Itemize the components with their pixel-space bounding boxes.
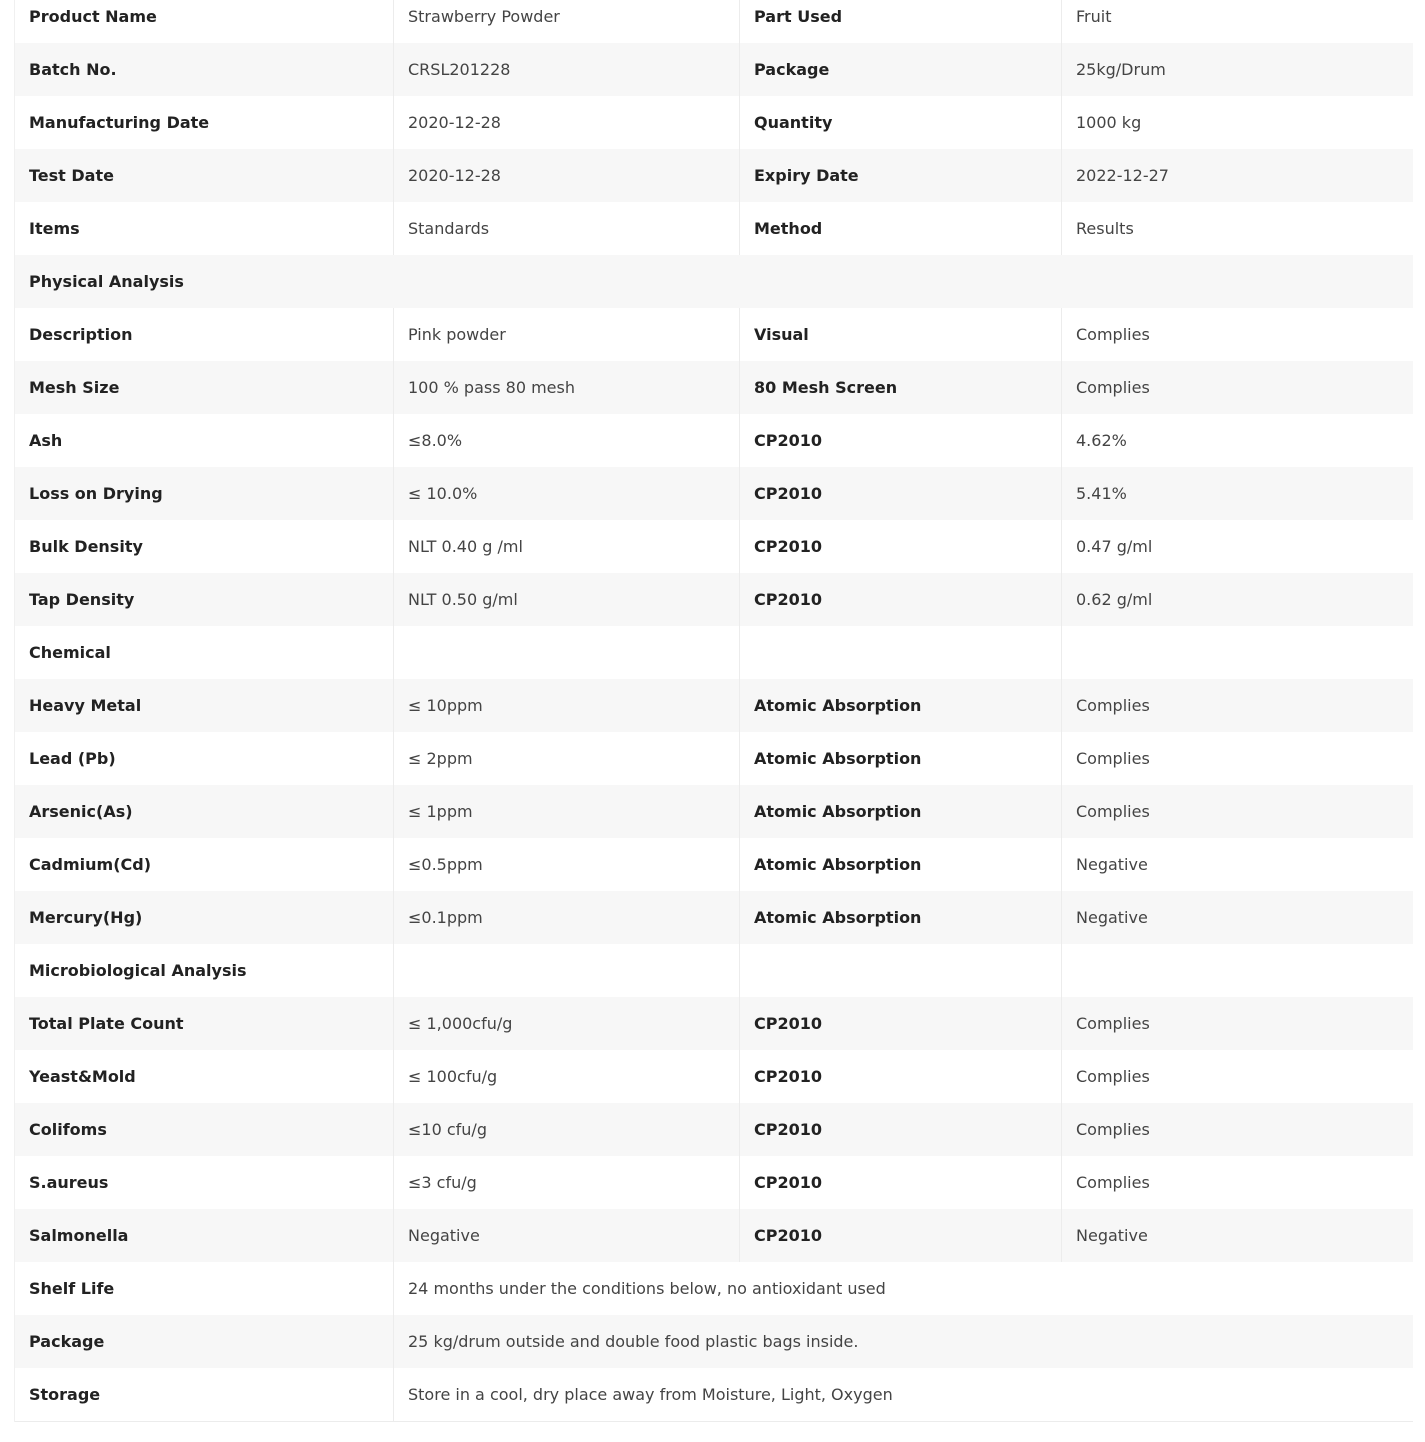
- method-label-cell: Visual: [740, 308, 1062, 361]
- row-label-cell: Package: [15, 1315, 394, 1368]
- table-row: [15, 1156, 1413, 1209]
- table-row: [15, 732, 1413, 785]
- method-label-cell: Atomic Absorption: [740, 785, 1062, 838]
- row-label-cell: Ash: [15, 414, 394, 467]
- table-row: [15, 573, 1413, 626]
- method-label-cell: CP2010: [740, 1209, 1062, 1262]
- result-value-cell: Complies: [1062, 308, 1413, 361]
- standard-value-cell: ≤ 1ppm: [394, 785, 740, 838]
- standard-value-cell: NLT 0.40 g /ml: [394, 520, 740, 573]
- table-row: [15, 944, 1413, 997]
- standard-value-cell: Pink powder: [394, 308, 740, 361]
- row-label-cell: Mercury(Hg): [15, 891, 394, 944]
- result-value-cell: 5.41%: [1062, 467, 1413, 520]
- method-label-cell: Atomic Absorption: [740, 838, 1062, 891]
- table-row: [15, 1315, 1413, 1368]
- standard-value-cell: CRSL201228: [394, 43, 740, 96]
- result-value-cell: Fruit: [1062, 0, 1413, 43]
- table-row: [15, 1368, 1413, 1421]
- row-label-cell: Manufacturing Date: [15, 96, 394, 149]
- result-value-cell: Complies: [1062, 679, 1413, 732]
- result-value-cell: 0.47 g/ml: [1062, 520, 1413, 573]
- table-row: [15, 520, 1413, 573]
- table-row: [15, 626, 1413, 679]
- standard-value-cell: 100 % pass 80 mesh: [394, 361, 740, 414]
- row-label-cell: Product Name: [15, 0, 394, 43]
- method-label-cell: Package: [740, 43, 1062, 96]
- section-heading-cell: Physical Analysis: [15, 255, 1413, 308]
- row-label-cell: Microbiological Analysis: [15, 944, 394, 997]
- standard-value-cell: [394, 626, 740, 679]
- table-row: [15, 0, 1413, 43]
- method-label-cell: CP2010: [740, 414, 1062, 467]
- row-label-cell: Shelf Life: [15, 1262, 394, 1315]
- spec-table-container: [14, 0, 1412, 1422]
- method-label-cell: CP2010: [740, 467, 1062, 520]
- result-value-cell: Results: [1062, 202, 1413, 255]
- method-label-cell: CP2010: [740, 997, 1062, 1050]
- standard-value-cell: ≤0.5ppm: [394, 838, 740, 891]
- row-label-cell: S.aureus: [15, 1156, 394, 1209]
- row-label-cell: Heavy Metal: [15, 679, 394, 732]
- method-label-cell: CP2010: [740, 1103, 1062, 1156]
- table-row: [15, 679, 1413, 732]
- standard-value-cell: ≤10 cfu/g: [394, 1103, 740, 1156]
- result-value-cell: Negative: [1062, 1209, 1413, 1262]
- standard-value-cell: ≤8.0%: [394, 414, 740, 467]
- row-label-cell: Description: [15, 308, 394, 361]
- standard-value-cell: 2020-12-28: [394, 96, 740, 149]
- row-label-cell: Colifoms: [15, 1103, 394, 1156]
- table-row: [15, 149, 1413, 202]
- standard-value-cell: Standards: [394, 202, 740, 255]
- result-value-cell: Negative: [1062, 891, 1413, 944]
- method-label-cell: Quantity: [740, 96, 1062, 149]
- row-label-cell: Arsenic(As): [15, 785, 394, 838]
- standard-value-cell: ≤ 100cfu/g: [394, 1050, 740, 1103]
- result-value-cell: Complies: [1062, 785, 1413, 838]
- specification-table-body: [15, 0, 1413, 1421]
- row-label-cell: Yeast&Mold: [15, 1050, 394, 1103]
- standard-value-cell: [394, 944, 740, 997]
- table-row: [15, 255, 1413, 308]
- table-row: [15, 1262, 1413, 1315]
- method-label-cell: Atomic Absorption: [740, 679, 1062, 732]
- result-value-cell: 1000 kg: [1062, 96, 1413, 149]
- method-label-cell: CP2010: [740, 520, 1062, 573]
- method-label-cell: CP2010: [740, 1050, 1062, 1103]
- result-value-cell: Complies: [1062, 997, 1413, 1050]
- row-label-cell: Mesh Size: [15, 361, 394, 414]
- method-label-cell: [740, 626, 1062, 679]
- method-label-cell: [740, 944, 1062, 997]
- table-row: [15, 1050, 1413, 1103]
- result-value-cell: 0.62 g/ml: [1062, 573, 1413, 626]
- table-row: [15, 838, 1413, 891]
- row-label-cell: Salmonella: [15, 1209, 394, 1262]
- method-label-cell: Expiry Date: [740, 149, 1062, 202]
- table-row: [15, 96, 1413, 149]
- standard-value-cell: ≤ 2ppm: [394, 732, 740, 785]
- standard-value-cell: Strawberry Powder: [394, 0, 740, 43]
- result-value-cell: 4.62%: [1062, 414, 1413, 467]
- table-row: [15, 997, 1413, 1050]
- table-row: [15, 43, 1413, 96]
- row-value-cell: Store in a cool, dry place away from Moisture, Light, Oxygen: [394, 1368, 1413, 1421]
- row-label-cell: Cadmium(Cd): [15, 838, 394, 891]
- row-value-cell: 24 months under the conditions below, no antioxidant used: [394, 1262, 1413, 1315]
- row-label-cell: Loss on Drying: [15, 467, 394, 520]
- result-value-cell: [1062, 626, 1413, 679]
- row-label-cell: Test Date: [15, 149, 394, 202]
- result-value-cell: Complies: [1062, 1156, 1413, 1209]
- row-label-cell: Lead (Pb): [15, 732, 394, 785]
- row-label-cell: Items: [15, 202, 394, 255]
- table-row: [15, 891, 1413, 944]
- table-row: [15, 308, 1413, 361]
- result-value-cell: 2022-12-27: [1062, 149, 1413, 202]
- table-row: [15, 202, 1413, 255]
- result-value-cell: Negative: [1062, 838, 1413, 891]
- table-row: [15, 1103, 1413, 1156]
- row-label-cell: Chemical: [15, 626, 394, 679]
- result-value-cell: 25kg/Drum: [1062, 43, 1413, 96]
- standard-value-cell: ≤ 10.0%: [394, 467, 740, 520]
- standard-value-cell: ≤ 10ppm: [394, 679, 740, 732]
- standard-value-cell: ≤3 cfu/g: [394, 1156, 740, 1209]
- standard-value-cell: 2020-12-28: [394, 149, 740, 202]
- method-label-cell: CP2010: [740, 573, 1062, 626]
- method-label-cell: Part Used: [740, 0, 1062, 43]
- result-value-cell: Complies: [1062, 361, 1413, 414]
- standard-value-cell: NLT 0.50 g/ml: [394, 573, 740, 626]
- method-label-cell: Atomic Absorption: [740, 732, 1062, 785]
- standard-value-cell: ≤0.1ppm: [394, 891, 740, 944]
- table-row: [15, 785, 1413, 838]
- row-label-cell: Batch No.: [15, 43, 394, 96]
- table-row: [15, 467, 1413, 520]
- result-value-cell: [1062, 944, 1413, 997]
- table-row: [15, 361, 1413, 414]
- table-row: [15, 1209, 1413, 1262]
- row-label-cell: Total Plate Count: [15, 997, 394, 1050]
- result-value-cell: Complies: [1062, 1050, 1413, 1103]
- method-label-cell: Method: [740, 202, 1062, 255]
- method-label-cell: CP2010: [740, 1156, 1062, 1209]
- row-value-cell: 25 kg/drum outside and double food plastic bags inside.: [394, 1315, 1413, 1368]
- row-label-cell: Bulk Density: [15, 520, 394, 573]
- specification-table: [14, 0, 1413, 1422]
- standard-value-cell: Negative: [394, 1209, 740, 1262]
- row-label-cell: Storage: [15, 1368, 394, 1421]
- standard-value-cell: ≤ 1,000cfu/g: [394, 997, 740, 1050]
- method-label-cell: 80 Mesh Screen: [740, 361, 1062, 414]
- row-label-cell: Tap Density: [15, 573, 394, 626]
- method-label-cell: Atomic Absorption: [740, 891, 1062, 944]
- result-value-cell: Complies: [1062, 732, 1413, 785]
- table-row: [15, 414, 1413, 467]
- result-value-cell: Complies: [1062, 1103, 1413, 1156]
